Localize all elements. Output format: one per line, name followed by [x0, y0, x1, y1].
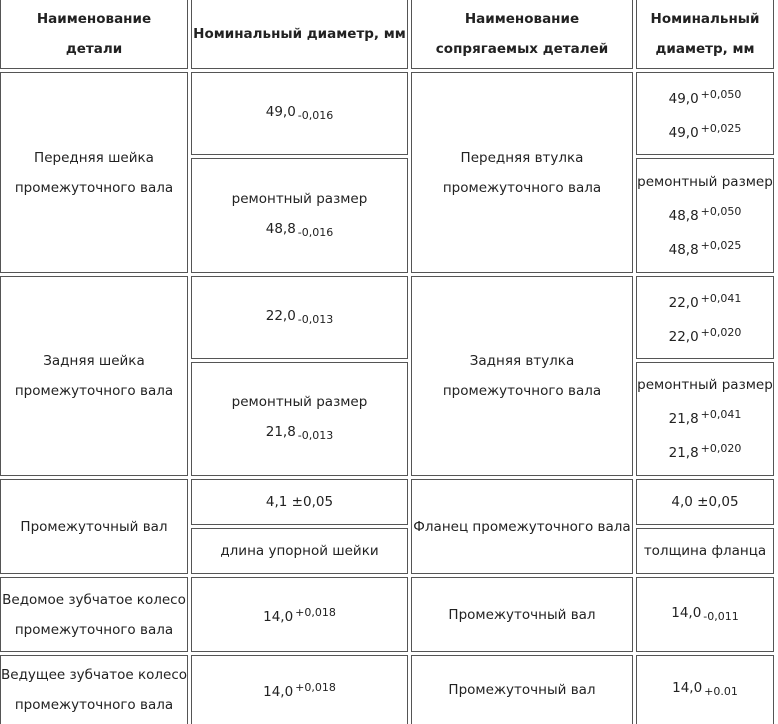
row2-mate-nominal-line2: 22,0 $^{+0,020}$: [668, 325, 742, 345]
header-part-name: [0, 0, 188, 69]
row2-part-line2: промежуточного вала: [14, 383, 174, 399]
row1-diam-nominal: [191, 72, 408, 155]
row4-part-line2: промежуточного вала: [14, 621, 174, 638]
row1-part-line2: промежуточного вала: [14, 179, 174, 196]
row1-mate-nominal-line2: 49,0 $^{+0,025}$: [668, 121, 742, 141]
header-mating-diameter-line2: диаметр, мм: [655, 41, 755, 57]
row3-diam-note: [191, 528, 408, 574]
row3-diam-note-text: длина упорной шейки: [220, 543, 379, 559]
row1-mate-nominal-line1: 49,0 $^{+0,050}$: [668, 87, 742, 107]
row3-diam-value-text: 4,1 ±0,05: [265, 494, 334, 510]
row2-mate-repair-label: ремонтный размер: [637, 377, 773, 393]
row3-mate-value: [636, 479, 774, 525]
header-mating-line2: сопрягаемых деталей: [435, 41, 609, 57]
row1-diam-repair-tol: -0,016: [297, 225, 334, 239]
row3-mate: [411, 479, 633, 574]
row1-mate-repair-label: ремонтный размер: [637, 173, 773, 190]
header-mating-diameter: [636, 0, 774, 69]
header-mating-diameter-line1: Номинальный: [650, 11, 760, 27]
row5-mate-diam-value: 14,0 $_{+0.01}$: [672, 680, 738, 698]
row1-part: [0, 72, 188, 273]
row1-mate-repair-line1: 48,8 $^{+0,050}$: [668, 204, 742, 224]
row2-mate: [411, 276, 633, 476]
row4-mate: [411, 577, 633, 652]
row3-mate-note: [636, 528, 774, 574]
header-part-name-line2: детали: [65, 41, 123, 57]
row3-part: [0, 479, 188, 574]
row4-mate-diam: [636, 577, 774, 652]
row2-diam-repair-tol: -0,013: [297, 429, 334, 442]
row3-mate-text: Фланец промежуточного вала: [413, 518, 631, 535]
row1-mate-repair: [636, 158, 774, 273]
row5-mate: [411, 655, 633, 724]
row5-diam: [191, 655, 408, 724]
row1-diam-repair-label: ремонтный размер: [231, 190, 368, 207]
row4-mate-text: Промежуточный вал: [448, 606, 596, 623]
row4-part: [0, 577, 188, 652]
row3-mate-value-text: 4,0 ±0,05: [671, 494, 739, 510]
row1-mate-line1: Передняя втулка: [460, 149, 584, 166]
row2-diam-repair-value: 21,8 $_{-0,013}$: [265, 424, 334, 442]
row2-mate-line1: Задняя втулка: [469, 353, 575, 369]
row2-diam-repair-label: ремонтный размер: [231, 394, 368, 410]
row1-diam-nominal-tol: -0,016: [297, 108, 334, 122]
row4-diam: [191, 577, 408, 652]
row1-mate: [411, 72, 633, 273]
row1-part-line1: Передняя шейка: [34, 149, 154, 166]
row2-mate-nominal: [636, 276, 774, 359]
row1-mate-repair-line2: 48,8 $^{+0,025}$: [668, 238, 742, 258]
row3-mate-note-text: толщина фланца: [643, 543, 767, 559]
row1-diam-repair: [191, 158, 408, 273]
row1-mate-line2: промежуточного вала: [442, 179, 602, 196]
row2-part-line1: Задняя шейка: [43, 353, 145, 369]
header-nominal-diameter: [191, 0, 408, 69]
header-nominal-diameter-text: Номинальный диаметр, мм: [193, 26, 406, 42]
row5-part: [0, 655, 188, 724]
row5-part-line1: Ведущее зубчатое колесо: [1, 667, 188, 683]
row2-mate-repair-line1: 21,8 $^{+0,041}$: [668, 408, 742, 427]
row2-diam-nominal-value: 22,0 $_{-0,013}$: [265, 307, 334, 326]
row4-diam-tol: +0,018: [295, 605, 336, 619]
row5-mate-text: Промежуточный вал: [448, 682, 596, 698]
row4-mate-diam-tol: -0,011: [703, 609, 739, 623]
row1-mate-nominal: [636, 72, 774, 155]
header-part-name-line1: Наименование: [36, 11, 152, 27]
row2-diam-nominal-tol: -0,013: [297, 312, 334, 326]
row3-diam-value: [191, 479, 408, 525]
row2-mate-repair-line2: 21,8 $^{+0,020}$: [668, 442, 742, 461]
header-mating-part-name: [411, 0, 633, 69]
row1-diam-nominal-value: 49,0 $_{-0,016}$: [265, 103, 334, 122]
row4-part-line1: Ведомое зубчатое колесо: [2, 591, 186, 608]
row4-diam-value: 14,0 $^{+0,018}$: [263, 605, 336, 625]
row5-diam-tol: +0,018: [295, 681, 336, 694]
row5-mate-diam-tol: +0.01: [704, 685, 738, 698]
row1-diam-repair-value: 48,8 $_{-0,016}$: [265, 220, 334, 239]
row5-diam-value: 14,0 $^{+0,018}$: [263, 681, 336, 700]
row2-diam-repair: [191, 362, 408, 476]
row4-mate-diam-value: 14,0 $_{-0,011}$: [671, 604, 739, 623]
header-mating-line1: Наименование: [464, 11, 580, 27]
row2-diam-nominal: [191, 276, 408, 359]
row2-mate-nominal-line1: 22,0 $^{+0,041}$: [668, 291, 742, 311]
row2-mate-line2: промежуточного вала: [442, 383, 602, 399]
row5-part-line2: промежуточного вала: [14, 697, 174, 713]
row2-mate-repair: [636, 362, 774, 476]
row3-part-text: Промежуточный вал: [20, 518, 168, 535]
row2-part: [0, 276, 188, 476]
row5-mate-diam: [636, 655, 774, 724]
